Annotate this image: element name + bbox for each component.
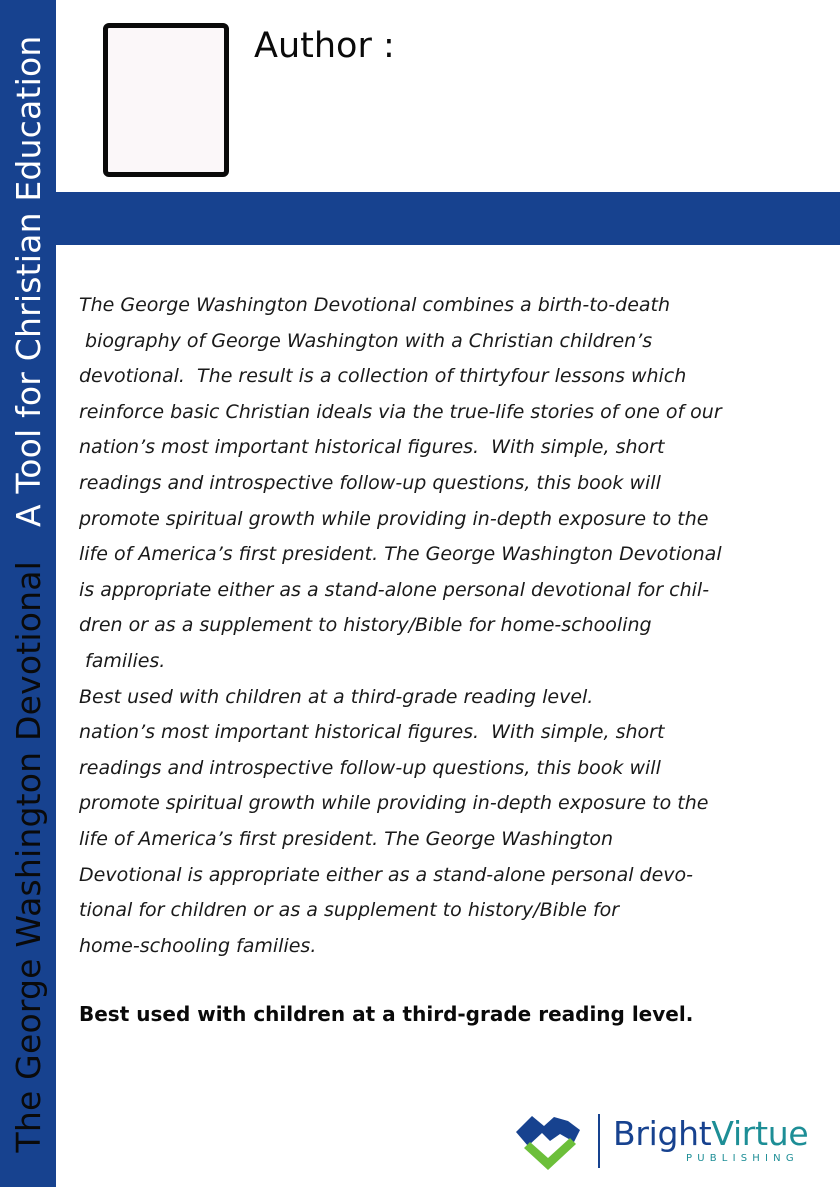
header-band — [56, 192, 840, 245]
description-line: readings and introspective follow-up questions, this book will — [79, 471, 661, 494]
description-line: Devotional is appropriate either as a stand-alone personal devo- — [79, 863, 694, 886]
description-line: Best used with children at a third-grade reading level. — [79, 685, 594, 708]
check-shape — [524, 1138, 576, 1170]
description-line: readings and introspective follow-up questions, this book will — [79, 756, 661, 779]
description-line: life of America’s first president. The George Washington — [79, 827, 614, 850]
description-line: home-schooling families. — [79, 934, 317, 957]
book-description — [79, 288, 814, 964]
reading-level-note: Best used with children at a third-grade reading level. — [79, 1002, 694, 1026]
description-line: promote spiritual growth while providing in-depth exposure to the — [79, 792, 709, 815]
logo-divider — [598, 1114, 600, 1168]
description-line: promote spiritual growth while providing in-depth exposure to the — [79, 507, 709, 530]
spine-title: The George Washington Devotional — [8, 560, 48, 1153]
description-line: nation’s most important historical figures. With simple, short — [79, 721, 665, 744]
publisher-tagline: PUBLISHING — [686, 1153, 799, 1164]
spine-text — [0, 1, 56, 1188]
description-line: biography of George Washington with a Christian children’s — [79, 329, 653, 352]
description-line: dren or as a supplement to history/Bible for home-schooling — [79, 614, 652, 637]
mountain-check-icon — [514, 1108, 584, 1174]
spine-subtitle: A Tool for Christian Education — [8, 35, 48, 527]
description-line: is appropriate either as a stand-alone personal devotional for chil- — [79, 578, 710, 601]
description-line: tional for children or as a supplement to history/Bible for — [79, 899, 620, 922]
description-line: life of America’s first president. The George Washington Devotional — [79, 543, 722, 566]
publisher-name — [613, 1114, 808, 1153]
description-line: The George Washington Devotional combines a birth-to-death — [79, 294, 671, 316]
author-label: Author : — [254, 26, 395, 66]
description-line: reinforce basic Christian ideals via the true-life stories of one of our — [79, 400, 722, 423]
spine-band — [0, 0, 56, 1187]
description-line: families. — [79, 649, 166, 672]
author-photo-placeholder — [103, 23, 229, 177]
publisher-name-virtue: Virtue — [711, 1114, 809, 1153]
publisher-name-bright: Bright — [613, 1114, 712, 1153]
description-line: devotional. The result is a collection of thirtyfour lessons which — [79, 365, 687, 388]
description-line: nation’s most important historical figures. With simple, short — [79, 436, 665, 459]
publisher-logo — [514, 1108, 824, 1176]
